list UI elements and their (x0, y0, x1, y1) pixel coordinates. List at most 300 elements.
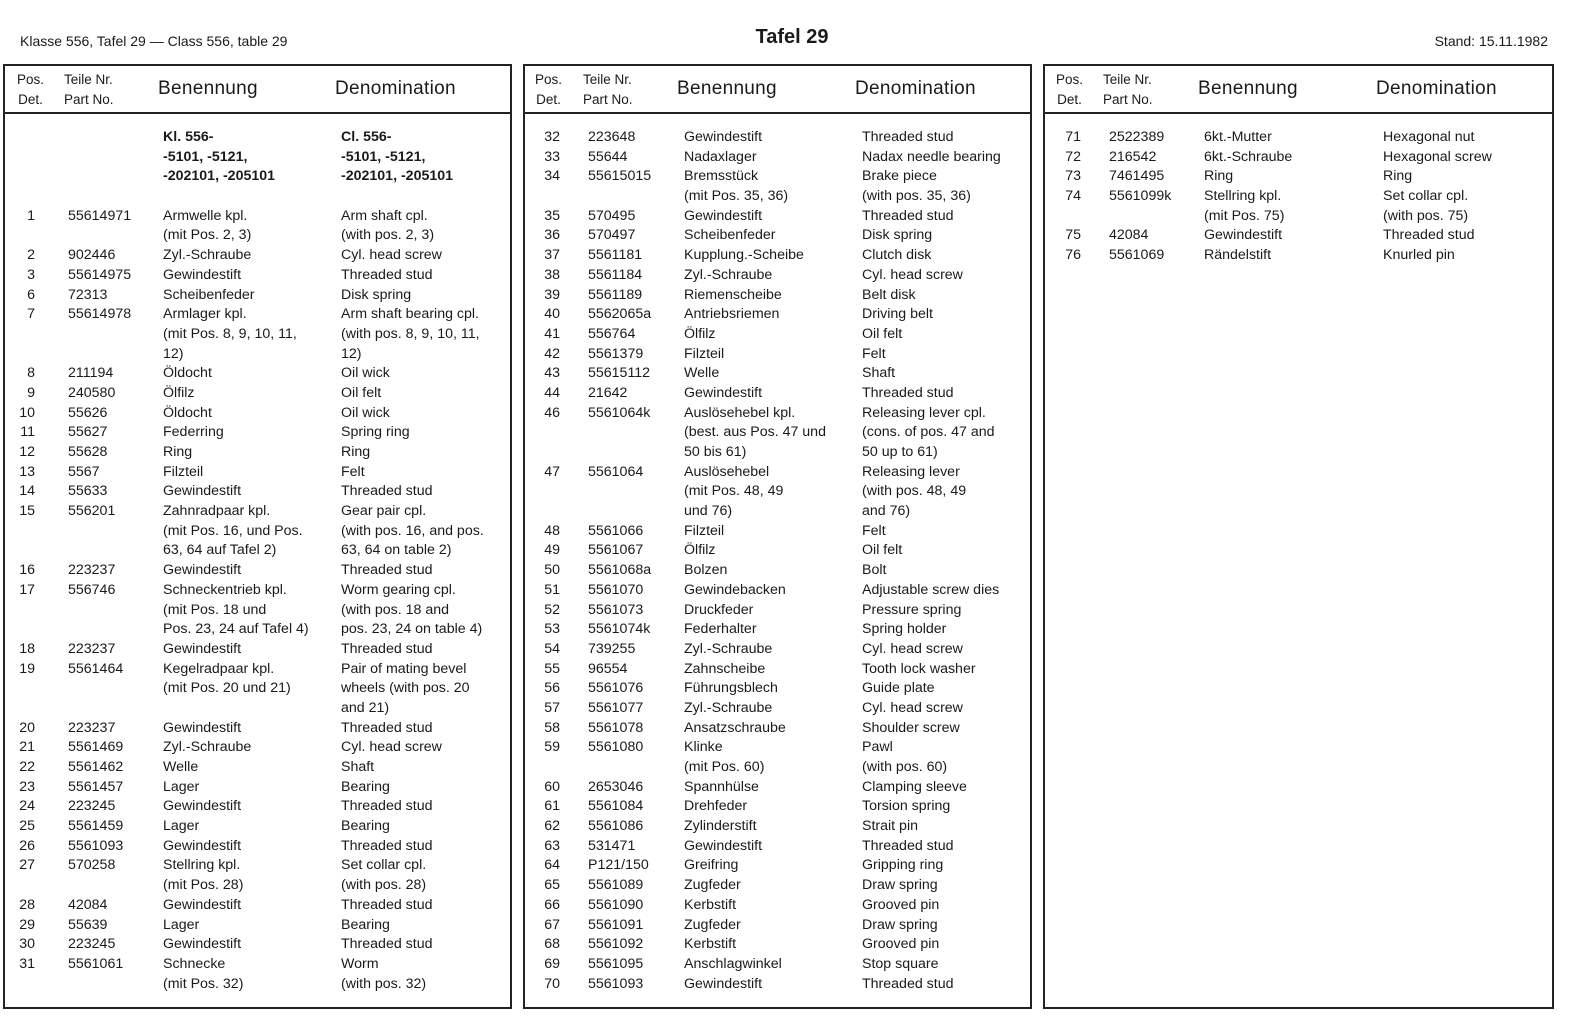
benennung-cell: (mit Pos. 28) (163, 877, 244, 894)
denomination-cell: Felt (862, 522, 886, 539)
benennung-cell: Gewindestift (684, 207, 763, 224)
benennung-cell: Welle (684, 365, 720, 382)
table-row (525, 345, 1030, 365)
benennung-cell: Gewindestift (684, 384, 763, 401)
part-no-cell: 5561469 (68, 739, 124, 756)
pos-cell: 35 (544, 207, 560, 224)
pos-cell: 59 (544, 739, 560, 756)
benennung-cell: Gewindestift (163, 266, 242, 283)
pos-cell: 7 (27, 306, 35, 323)
denomination-cell: Pawl (862, 739, 893, 756)
parts-list (1045, 128, 1552, 266)
denomination-cell: Threaded stud (341, 562, 433, 579)
table-row (5, 620, 510, 640)
benennung-cell: -202101, -205101 (163, 168, 276, 185)
table-row (5, 876, 510, 896)
pos-cell: 60 (544, 778, 560, 795)
table-row (525, 955, 1030, 975)
pos-cell: 50 (544, 562, 560, 579)
denomination-cell: Releasing lever (862, 463, 960, 480)
denomination-cell: Hexagonal nut (1383, 129, 1475, 145)
table-row (5, 187, 510, 207)
denomination-cell: Adjustable screw dies (862, 581, 1000, 598)
pos-cell: 27 (19, 857, 35, 874)
benennung-cell: Filzteil (684, 345, 725, 362)
table-row (525, 482, 1030, 502)
denomination-cell: Threaded stud (341, 896, 433, 913)
benennung-cell: (mit Pos. 35, 36) (684, 188, 789, 205)
part-no-cell: 5561074k (588, 621, 651, 638)
denomination-cell: Disk spring (862, 227, 933, 244)
benennung-cell: 6kt.-Mutter (1204, 129, 1272, 145)
benennung-cell: Stellring kpl. (1204, 188, 1282, 205)
part-no-cell: 55614975 (68, 266, 132, 283)
pos-cell: 72 (1065, 148, 1081, 165)
part-no-cell: 21642 (588, 384, 628, 401)
pos-cell: 11 (20, 424, 35, 441)
pos-cell: 54 (544, 640, 560, 657)
denomination-cell: Cyl. head screw (862, 266, 963, 283)
denomination-cell: Threaded stud (862, 837, 954, 854)
table-row (5, 128, 510, 148)
part-no-cell: 5561068a (588, 562, 652, 579)
part-no-cell: 42084 (1109, 227, 1149, 244)
pos-cell: 63 (544, 837, 560, 854)
table-row (525, 896, 1030, 916)
table-row (525, 620, 1030, 640)
part-no-cell: 5561064 (588, 463, 644, 480)
benennung-cell: Ölfilz (684, 542, 716, 559)
benennung-cell: Federhalter (684, 621, 757, 638)
pos-cell: 36 (544, 227, 560, 244)
denomination-cell: Oil felt (862, 542, 903, 559)
pos-cell: 24 (19, 798, 35, 815)
benennung-cell: (mit Pos. 8, 9, 10, 11, (163, 325, 297, 342)
pos-cell: 66 (544, 896, 560, 913)
part-no-cell: 5561080 (588, 739, 644, 756)
benennung-cell: Ring (163, 444, 193, 460)
part-no-cell: 5561086 (588, 818, 644, 835)
pos-header: Pos. Det. (1056, 72, 1084, 107)
pos-cell: 19 (19, 660, 35, 677)
benennung-cell: Kerbstift (684, 896, 737, 913)
part-no-cell: 96554 (588, 660, 628, 677)
column-header (5, 66, 510, 114)
part-no-cell: 5561077 (588, 699, 644, 716)
denomination-cell: Cyl. head screw (341, 247, 442, 264)
parts-list (525, 128, 1030, 994)
part-no-cell: 5561073 (588, 601, 644, 618)
table-row (525, 443, 1030, 463)
table-row (525, 246, 1030, 266)
benennung-cell: Scheibenfeder (684, 227, 776, 244)
table-row (525, 797, 1030, 817)
table-row (5, 404, 510, 424)
table-row (5, 738, 510, 758)
pos-cell: 15 (19, 503, 35, 520)
table-row (5, 797, 510, 817)
table-row (525, 404, 1030, 424)
benennung-cell: Spannhülse (684, 778, 759, 795)
part-no-cell: 5561099k (1109, 188, 1172, 205)
denomination-cell: Threaded stud (341, 798, 433, 815)
denomination-cell: and 21) (341, 699, 390, 716)
part-no-cell: 55644 (588, 148, 628, 165)
denomination-cell: Spring holder (862, 621, 947, 638)
pos-cell: 21 (19, 739, 35, 756)
parts-list (5, 128, 510, 994)
table-row (525, 266, 1030, 286)
part-no-cell: 216542 (1109, 148, 1157, 165)
denomination-cell: Spring ring (341, 424, 410, 441)
pos-cell: 38 (544, 266, 560, 283)
pos-cell: 39 (544, 286, 560, 303)
table-row (525, 502, 1030, 522)
benennung-cell: (mit Pos. 32) (163, 975, 244, 992)
table-row (525, 541, 1030, 561)
benennung-cell: Öldocht (163, 404, 212, 421)
part-no-cell: 55626 (68, 404, 108, 421)
benennung-cell: Zahnradpaar kpl. (163, 503, 271, 520)
part-no-header: Teile Nr. Part No. (64, 72, 114, 107)
part-no-cell: 5561464 (68, 660, 124, 677)
denomination-cell: Tooth lock washer (862, 660, 976, 677)
denomination-cell: Cyl. head screw (862, 699, 963, 716)
part-no-cell: 902446 (68, 247, 116, 264)
denomination-cell: (with pos. 18 and (341, 601, 450, 618)
part-no-cell: 5561462 (68, 759, 124, 775)
benennung-cell: Gewindestift (163, 562, 242, 579)
table-row (5, 167, 510, 187)
class-table-label: Klasse 556, Tafel 29 — Class 556, table 29 (20, 33, 288, 49)
benennung-cell: Armwelle kpl. (163, 207, 248, 224)
denomination-header: Denomination (855, 78, 976, 99)
table-row (5, 640, 510, 660)
benennung-cell: Ölfilz (163, 384, 195, 401)
denomination-cell: Bearing (341, 916, 390, 933)
table-row (5, 286, 510, 306)
table-row (525, 128, 1030, 148)
table-row (525, 975, 1030, 995)
denomination-cell: Arm shaft bearing cpl. (341, 306, 479, 323)
part-no-cell: 5561092 (588, 936, 644, 953)
part-no-cell: 570497 (588, 227, 636, 244)
benennung-cell: (mit Pos. 75) (1204, 207, 1285, 224)
parts-panel-1 (3, 64, 512, 1009)
pos-cell: 26 (19, 837, 35, 854)
pos-cell: 31 (19, 955, 35, 972)
pos-cell: 14 (19, 483, 35, 500)
table-row (525, 601, 1030, 621)
benennung-cell: Nadaxlager (684, 148, 757, 165)
denomination-cell: Knurled pin (1383, 247, 1455, 264)
part-no-cell: 5567 (68, 463, 100, 480)
benennung-cell: Antriebsriemen (684, 306, 780, 323)
denomination-cell: Gripping ring (862, 857, 944, 874)
denomination-cell: Cl. 556- (341, 129, 392, 145)
denomination-cell: Grooved pin (862, 896, 940, 913)
table-row (5, 226, 510, 246)
benennung-cell: 63, 64 auf Tafel 2) (163, 542, 277, 559)
pos-cell: 25 (19, 818, 35, 835)
part-no-cell: P121/150 (588, 857, 649, 874)
denomination-cell: (with pos. 48, 49 (862, 483, 967, 500)
part-no-cell: 739255 (588, 640, 636, 657)
benennung-cell: Ring (1204, 168, 1234, 185)
denomination-cell: Bearing (341, 778, 390, 795)
part-no-cell: 5561070 (588, 581, 644, 598)
denomination-cell: Felt (341, 463, 365, 480)
benennung-cell: Lager (163, 818, 200, 835)
part-no-cell: 42084 (68, 896, 108, 913)
pos-cell: 2 (27, 247, 35, 264)
table-row (525, 738, 1030, 758)
benennung-cell: Welle (163, 759, 199, 775)
table-row (5, 482, 510, 502)
part-no-cell: 55628 (68, 444, 108, 460)
denomination-cell: Set collar cpl. (1383, 188, 1469, 205)
part-no-cell: 570495 (588, 207, 636, 224)
table-row (5, 916, 510, 936)
pos-cell: 37 (544, 247, 560, 264)
denomination-cell: Set collar cpl. (341, 857, 427, 874)
table-row (525, 856, 1030, 876)
table-row (1045, 187, 1552, 207)
pos-cell: 46 (544, 404, 560, 421)
benennung-cell: Zyl.-Schraube (163, 247, 252, 264)
benennung-cell: Federring (163, 424, 224, 441)
pos-cell: 23 (19, 778, 35, 795)
part-no-cell: 5561189 (588, 286, 643, 303)
table-row (5, 679, 510, 699)
benennung-cell: Lager (163, 778, 200, 795)
pos-cell: 13 (19, 463, 35, 480)
pos-cell: 22 (19, 759, 35, 775)
part-no-cell: 223245 (68, 798, 116, 815)
denomination-cell: Shaft (862, 365, 896, 382)
pos-header: Pos. Det. (535, 72, 563, 107)
pos-cell: 76 (1065, 247, 1081, 264)
table-row (5, 148, 510, 168)
table-row (5, 384, 510, 404)
denomination-cell: 12) (341, 345, 362, 362)
denomination-cell: Worm gearing cpl. (341, 581, 456, 598)
pos-cell: 16 (19, 562, 35, 579)
table-row (525, 522, 1030, 542)
pos-cell: 48 (544, 522, 560, 539)
denomination-cell: Threaded stud (341, 640, 433, 657)
part-no-cell: 7461495 (1109, 168, 1165, 185)
benennung-cell: Gewindestift (163, 896, 242, 913)
table-row (525, 463, 1030, 483)
table-row (5, 561, 510, 581)
part-no-cell: 5561095 (588, 955, 644, 972)
denomination-cell: Pair of mating bevel (341, 660, 467, 677)
benennung-cell: Filzteil (163, 463, 204, 480)
pos-cell: 29 (19, 916, 35, 933)
benennung-cell: Gewindebacken (684, 581, 786, 598)
part-no-cell: 55614971 (68, 207, 132, 224)
benennung-cell: Druckfeder (684, 601, 754, 618)
benennung-cell: Auslösehebel kpl. (684, 404, 796, 421)
pos-cell: 3 (27, 266, 35, 283)
part-no-cell: 5561067 (588, 542, 644, 559)
table-row (1045, 167, 1552, 187)
denomination-cell: Clamping sleeve (862, 778, 967, 795)
part-no-cell: 570258 (68, 857, 116, 874)
denomination-cell: (cons. of pos. 47 and (862, 424, 995, 441)
benennung-cell: (best. aus Pos. 47 und (684, 424, 826, 441)
benennung-cell: Gewindestift (163, 483, 242, 500)
part-no-header: Teile Nr. Part No. (1103, 72, 1153, 107)
denomination-cell: Ring (1383, 168, 1413, 185)
table-row (5, 935, 510, 955)
table-row (525, 187, 1030, 207)
table-row (525, 384, 1030, 404)
part-no-cell: 2522389 (1109, 129, 1165, 145)
table-row (525, 640, 1030, 660)
pos-cell: 30 (19, 936, 35, 953)
denomination-cell: Strait pin (862, 818, 918, 835)
denomination-cell: wheels (with pos. 20 (341, 680, 470, 697)
part-no-cell: 531471 (588, 837, 636, 854)
benennung-cell: (mit Pos. 18 und (163, 601, 267, 618)
pos-cell: 71 (1065, 129, 1081, 145)
denomination-cell: -202101, -205101 (341, 168, 454, 185)
denomination-cell: Oil wick (341, 404, 390, 421)
part-no-cell: 55615015 (588, 168, 652, 185)
pos-cell: 52 (544, 601, 560, 618)
pos-cell: 42 (544, 345, 560, 362)
parts-panel-2 (523, 64, 1032, 1009)
benennung-cell: und 76) (684, 503, 733, 520)
denomination-cell: Cyl. head screw (341, 739, 442, 756)
table-row (525, 226, 1030, 246)
table-row (5, 975, 510, 995)
pos-cell: 44 (544, 384, 560, 401)
part-no-cell: 556764 (588, 325, 636, 342)
denomination-cell: Threaded stud (341, 719, 433, 736)
part-no-cell: 5561084 (588, 798, 644, 815)
table-row (5, 660, 510, 680)
denomination-cell: (with pos. 8, 9, 10, 11, (341, 325, 480, 342)
benennung-cell: Bolzen (684, 562, 728, 579)
column-header (1045, 66, 1552, 114)
table-row (5, 463, 510, 483)
part-no-cell: 5561069 (1109, 247, 1165, 264)
denomination-cell: Threaded stud (341, 483, 433, 500)
part-no-cell: 5561093 (68, 837, 124, 854)
table-row (5, 325, 510, 345)
benennung-cell: Kegelradpaar kpl. (163, 660, 275, 677)
table-row (525, 876, 1030, 896)
denomination-cell: Driving belt (862, 306, 933, 323)
part-no-cell: 5561090 (588, 896, 644, 913)
benennung-cell: Öldocht (163, 365, 212, 382)
denomination-cell: Clutch disk (862, 247, 932, 264)
benennung-cell: Scheibenfeder (163, 286, 255, 303)
part-no-cell: 223237 (68, 562, 116, 579)
table-row (5, 699, 510, 719)
table-row (5, 345, 510, 365)
part-no-cell: 5561089 (588, 877, 644, 894)
benennung-cell: Drehfeder (684, 798, 748, 815)
benennung-cell: Schneckentrieb kpl. (163, 581, 287, 598)
benennung-cell: Zyl.-Schraube (684, 266, 773, 283)
denomination-cell: (with pos. 75) (1383, 207, 1469, 224)
benennung-cell: Ansatzschraube (684, 719, 786, 736)
part-no-cell: 5561064k (588, 404, 651, 421)
table-row (5, 364, 510, 384)
denomination-cell: Stop square (862, 955, 939, 972)
page-title: Tafel 29 (755, 26, 829, 48)
pos-cell: 9 (27, 384, 35, 401)
part-no-cell: 5561066 (588, 522, 644, 539)
table-row (525, 916, 1030, 936)
part-no-cell: 223245 (68, 936, 116, 953)
part-no-cell: 556201 (68, 503, 116, 520)
denomination-cell: (with pos. 32) (341, 975, 427, 992)
benennung-cell: Rändelstift (1204, 247, 1272, 264)
pos-cell: 56 (544, 680, 560, 697)
denomination-cell: Nadax needle bearing (862, 148, 1001, 165)
table-row (525, 581, 1030, 601)
benennung-cell: Armlager kpl. (163, 306, 247, 323)
part-no-cell: 556746 (68, 581, 116, 598)
page-header (0, 0, 1584, 62)
part-no-cell: 2653046 (588, 778, 644, 795)
benennung-cell: Zahnscheibe (684, 660, 766, 677)
denomination-cell: pos. 23, 24 on table 4) (341, 621, 483, 638)
denomination-cell: Bolt (862, 562, 887, 579)
benennung-cell: Schnecke (163, 955, 226, 972)
table-row (525, 286, 1030, 306)
table-row (525, 325, 1030, 345)
benennung-cell: Zyl.-Schraube (684, 699, 773, 716)
benennung-cell: Zugfeder (684, 877, 741, 894)
pos-cell: 12 (19, 444, 35, 460)
parts-panel-3 (1043, 64, 1554, 1009)
denomination-cell: Draw spring (862, 877, 938, 894)
benennung-header: Benennung (158, 78, 258, 99)
denomination-header: Denomination (1376, 78, 1497, 99)
part-no-cell: 223237 (68, 640, 116, 657)
benennung-cell: Kerbstift (684, 936, 737, 953)
pos-cell: 20 (19, 719, 35, 736)
table-row (525, 837, 1030, 857)
denomination-cell: Draw spring (862, 916, 938, 933)
part-no-cell: 55615112 (588, 365, 651, 382)
benennung-cell: Gewindestift (163, 936, 242, 953)
benennung-cell: Lager (163, 916, 200, 933)
benennung-cell: 6kt.-Schraube (1204, 148, 1293, 165)
benennung-cell: Zugfeder (684, 916, 741, 933)
benennung-cell: Zylinderstift (684, 818, 757, 835)
denomination-cell: Cyl. head screw (862, 640, 963, 657)
denomination-cell: Guide plate (862, 680, 935, 697)
table-row (1045, 207, 1552, 227)
part-no-cell: 55614978 (68, 306, 132, 323)
pos-cell: 33 (544, 148, 560, 165)
part-no-cell: 55627 (68, 424, 108, 441)
part-no-cell: 211194 (68, 365, 114, 382)
pos-cell: 17 (19, 581, 35, 598)
benennung-cell: Riemenscheibe (684, 286, 782, 303)
part-no-cell: 55633 (68, 483, 108, 500)
denomination-cell: Threaded stud (862, 975, 954, 992)
table-row (525, 207, 1030, 227)
part-no-cell: 223237 (68, 719, 116, 736)
